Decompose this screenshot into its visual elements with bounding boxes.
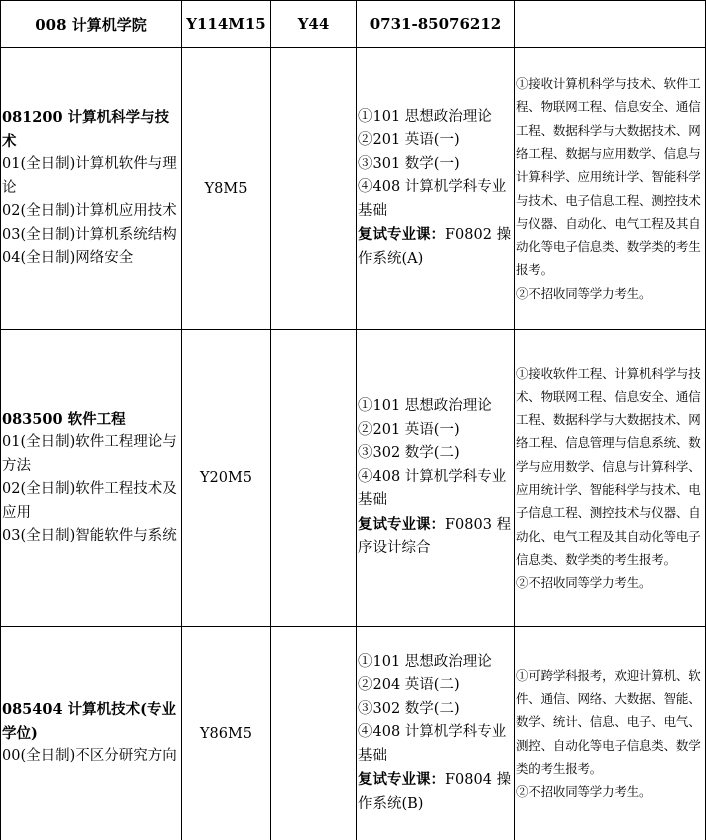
direction-item: 04(全日制)网络安全 (2, 250, 134, 267)
header-code1: Y114M15 (186, 15, 266, 33)
header-phone: 0731-85076212 (369, 15, 502, 33)
notes-cell (516, 627, 706, 840)
retest-label: 复试专业课： (358, 515, 445, 533)
direction-item: 02(全日制)计算机应用技术 (2, 203, 177, 220)
header-last (515, 1, 705, 47)
note-item: ②不招收同等学力考生。 (516, 575, 652, 591)
note-item: ②不招收同等学力考生。 (516, 784, 652, 800)
retest-value: F0802 操作系统(A) (358, 227, 512, 267)
retest-line (358, 768, 514, 816)
retest-value: F0803 程序设计综合 (358, 516, 512, 557)
major-cell (2, 48, 180, 329)
direction-item: 01(全日制)软件工程理论与方法 (2, 434, 177, 474)
exam-item: ②201 英语(一) (358, 132, 460, 149)
empty-cell (271, 330, 356, 626)
note-item: ①接收计算机科学与技术、软件工程、物联网工程、信息安全、通信工程、数据科学与大数据技术、网络工程、数据与应用数学、信息与计算科学、应用统计学、智能科学与技术、电子信息工程、测控技术与仪器、自动化、电气工程及其自动化等电子信息类、数学类的考生报考。 (516, 76, 701, 278)
exam-item: ③302 数学(二) (358, 445, 460, 462)
retest-value: F0804 操作系统(B) (358, 772, 512, 812)
exam-item: ②201 英语(一) (358, 421, 460, 438)
quota-cell: Y20M5 (199, 470, 253, 486)
notes-cell (516, 48, 706, 329)
direction-item: 02(全日制)软件工程技术及应用 (2, 481, 177, 521)
note-item: ①接收软件工程、计算机科学与技术、物联网工程、信息安全、通信工程、数据科学与大数据技术、网络工程、信息管理与信息系统、数学与应用数学、信息与计算科学、应用统计学、智能科学与技术、电子信息工程、测控技术与仪器、自动化、电气工程及其自动化等电子信息类、数学类的考生报考。 (516, 365, 701, 567)
header-code2: Y44 (297, 15, 330, 33)
column-divider (514, 0, 515, 840)
exam-cell (358, 627, 514, 840)
empty-cell (271, 48, 356, 329)
exam-item: ④408 计算机学科专业基础 (358, 179, 507, 219)
exam-item: ④408 计算机学科专业基础 (358, 468, 507, 509)
exam-item: ④408 计算机学科专业基础 (358, 724, 507, 764)
retest-label: 复试专业课： (358, 226, 445, 244)
direction-item: 01(全日制)计算机软件与理论 (2, 156, 177, 196)
notes-cell (516, 330, 706, 626)
exam-cell (358, 48, 514, 329)
note-item: ②不招收同等学力考生。 (516, 285, 652, 301)
exam-item: ③302 数学(二) (358, 700, 460, 717)
major-title: 081200 计算机科学与技术 (2, 109, 170, 150)
exam-item: ③301 数学(一) (358, 155, 460, 172)
retest-line (358, 223, 514, 271)
exam-item: ②204 英语(二) (358, 677, 460, 694)
major-title: 085404 计算机技术(专业学位) (2, 701, 176, 742)
major-cell (2, 627, 180, 840)
exam-item: ①101 思想政治理论 (358, 653, 492, 670)
direction-item: 00(全日制)不区分研究方向 (2, 748, 177, 765)
exam-item: ①101 思想政治理论 (358, 398, 492, 415)
exam-cell (358, 330, 514, 626)
direction-item: 03(全日制)智能软件与系统 (2, 528, 177, 544)
column-divider (356, 0, 357, 840)
direction-item: 03(全日制)计算机系统结构 (2, 226, 177, 243)
retest-line (358, 513, 514, 561)
header-college: 008 计算机学院 (35, 15, 147, 34)
quota-cell: Y86M5 (199, 725, 253, 742)
major-cell (2, 330, 180, 626)
major-title: 083500 软件工程 (2, 410, 126, 428)
column-divider (0, 0, 1, 840)
retest-label: 复试专业课： (358, 771, 445, 789)
quota-cell: Y8M5 (204, 180, 248, 197)
exam-item: ①101 思想政治理论 (358, 108, 492, 125)
note-item: ①可跨学科报考，欢迎计算机、软件、通信、网络、大数据、智能、数学、统计、信息、电子、电气、测控、自动化等电子信息类、数学类的考生报考。 (516, 667, 701, 776)
empty-cell (271, 627, 356, 840)
